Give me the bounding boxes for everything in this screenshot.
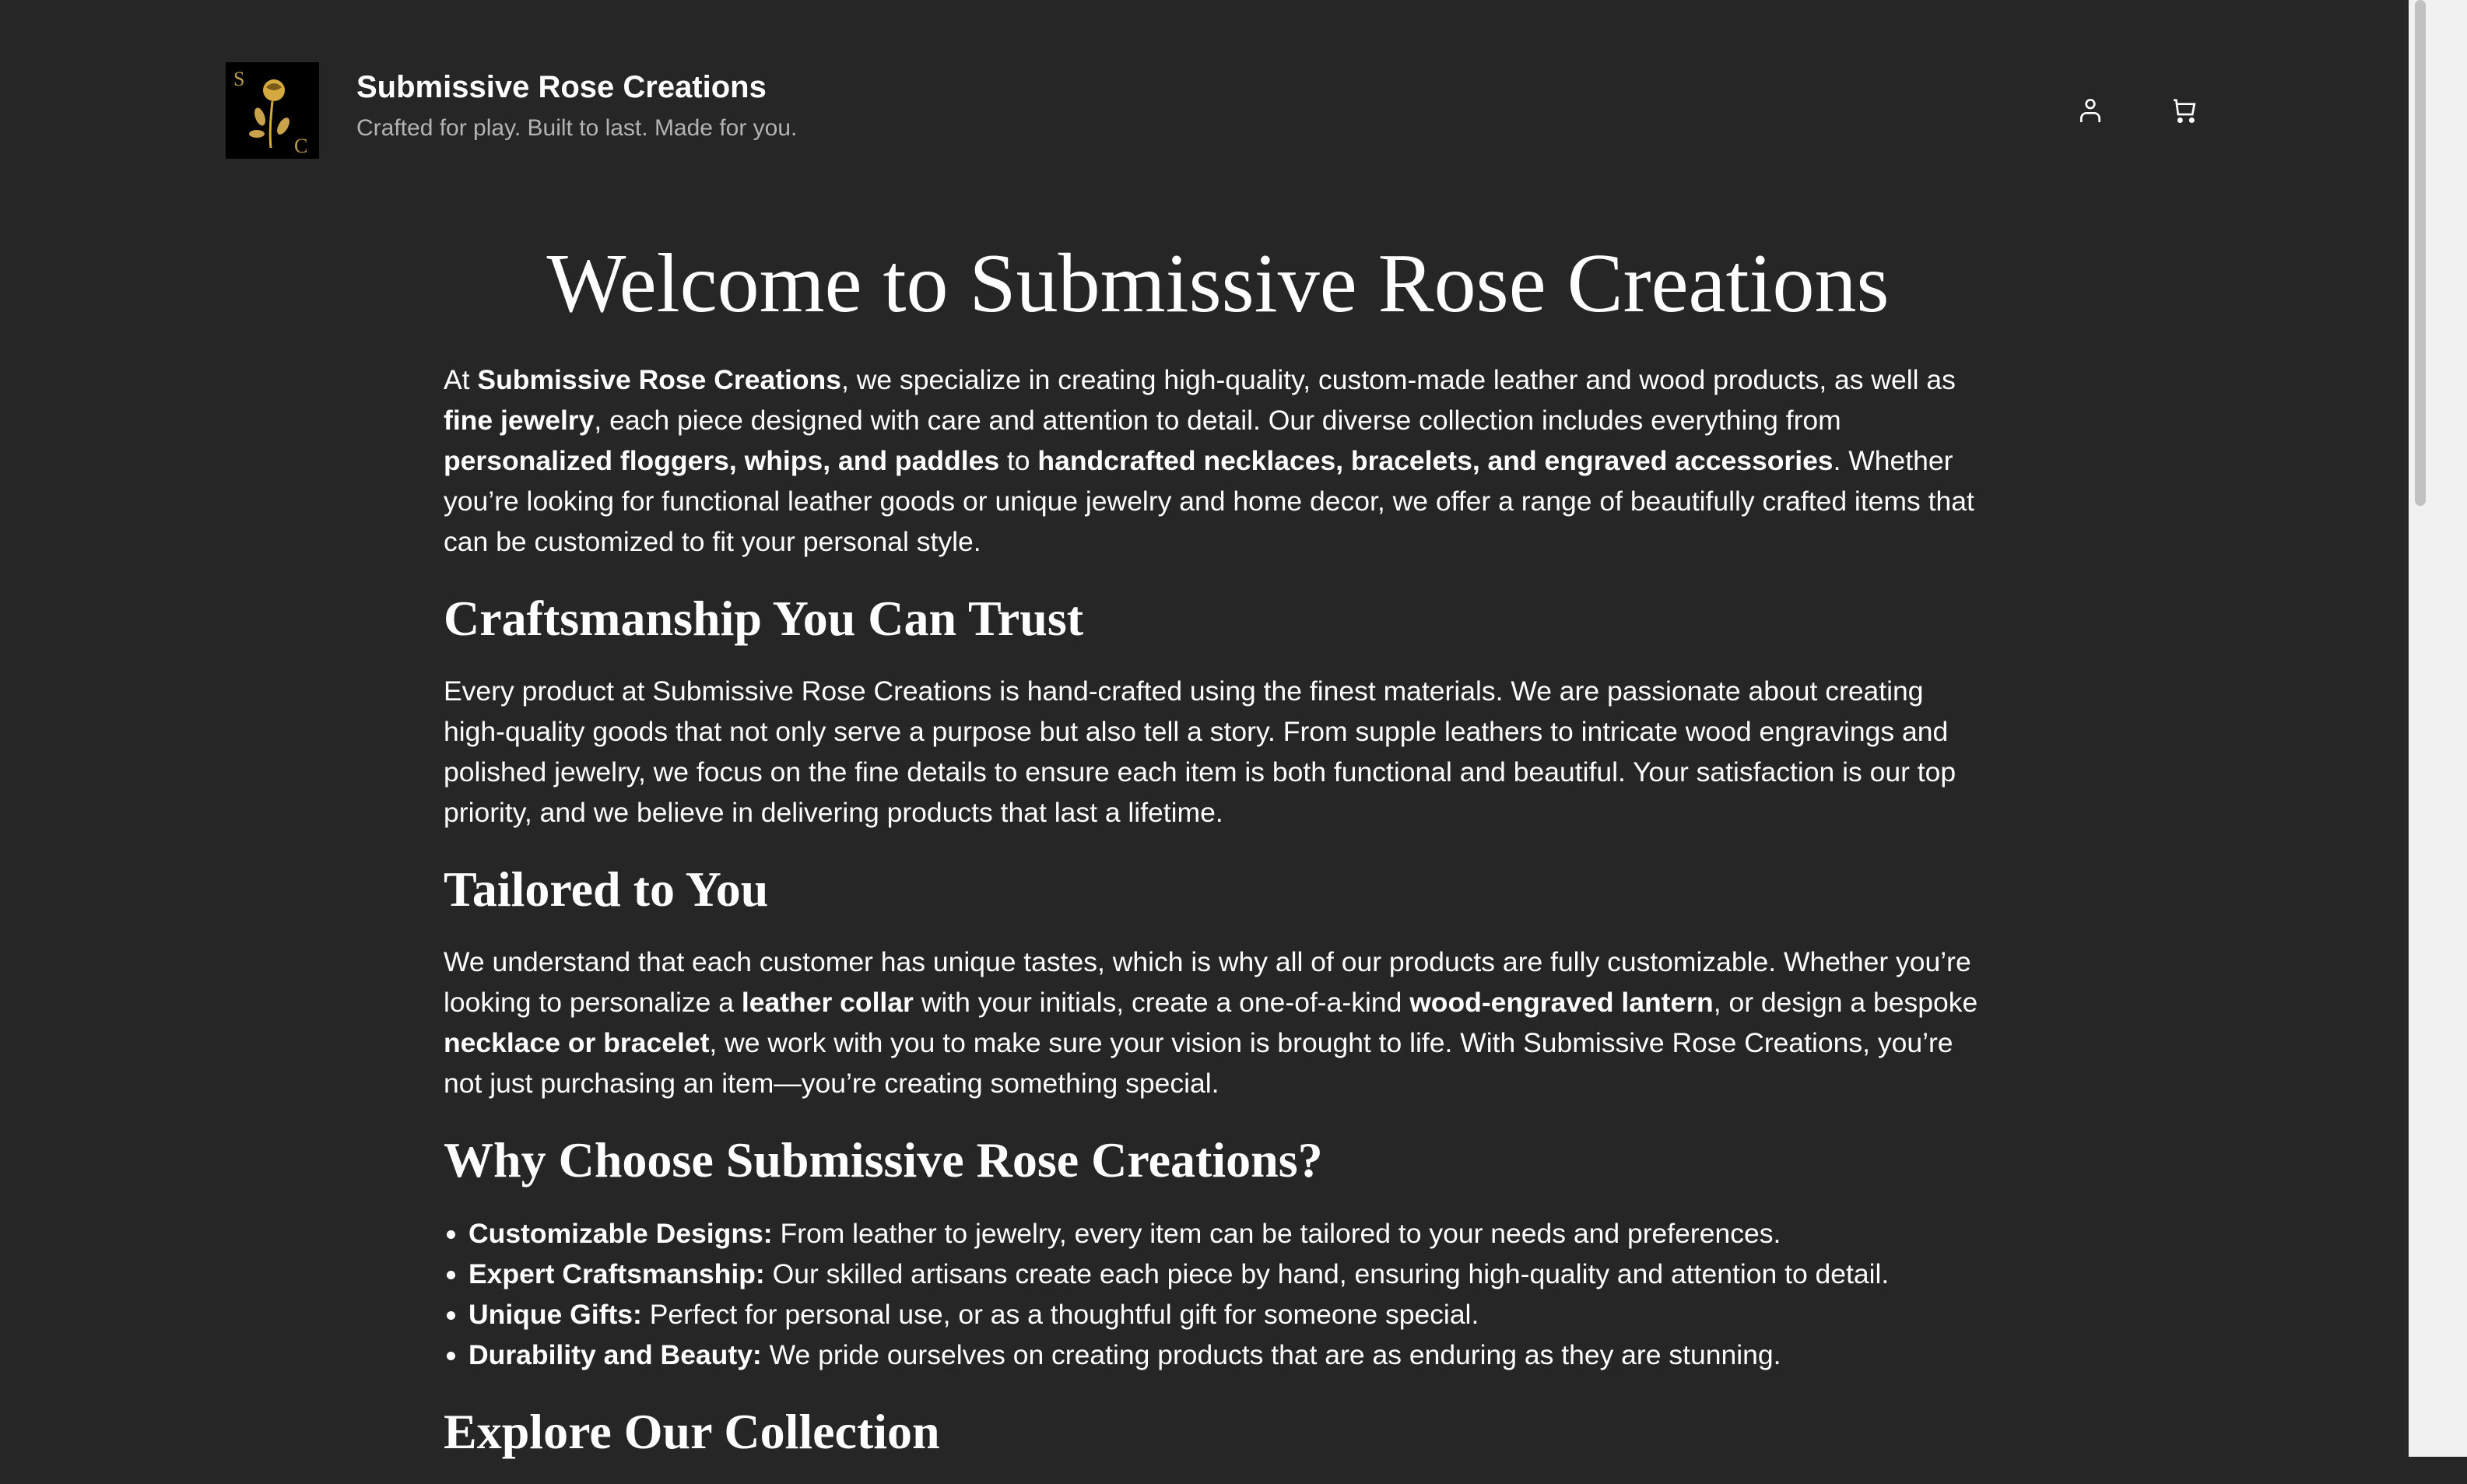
text: , each piece designed with care and attention to detail. Our diverse collection includes everything from xyxy=(594,404,1841,436)
site-title[interactable]: Submissive Rose Creations xyxy=(356,70,767,104)
item-text: Perfect for personal use, or as a thoughtful gift for someone special. xyxy=(641,1298,1479,1330)
bold-text: handcrafted necklaces, bracelets, and engraved accessories xyxy=(1037,444,1834,476)
logo[interactable] xyxy=(226,62,319,159)
text: , we work with you to make sure your vision is brought to life. With Submissive Rose Creations, you’re not just purchasing an item—you’re creating something special. xyxy=(444,1027,1953,1100)
item-text: From leather to jewelry, every item can be tailored to your needs and preferences. xyxy=(772,1217,1781,1249)
text: , or design a bespoke xyxy=(1713,987,1978,1019)
explore-heading: Explore Our Collection xyxy=(444,1403,940,1459)
list-item xyxy=(468,1254,1992,1294)
craftsmanship-heading: Craftsmanship You Can Trust xyxy=(444,590,1084,646)
scrollbar[interactable] xyxy=(2409,0,2467,1457)
craftsmanship-paragraph: Every product at Submissive Rose Creations is hand-crafted using the finest materials. We are passionate about creating high-quality goods that not only serve a purpose but also tell a story. From supple leathers to intricate wood engravings and polished jewelry, we focus on the fine details to ensure each item is both functional and beautiful. Your satisfaction is our top priority, and we believe in delivering products that last a lifetime. xyxy=(444,675,1956,828)
user-icon xyxy=(2075,95,2106,126)
text: We understand that each customer has unique tastes, which is why all of our products are fully customizable. Whether you’re looking to personalize a xyxy=(444,946,1971,1019)
intro-paragraph xyxy=(444,360,1992,562)
bold-text: necklace or bracelet xyxy=(444,1027,710,1059)
text: to xyxy=(999,444,1038,476)
cart-icon xyxy=(2170,95,2201,126)
item-label: Durability and Beauty: xyxy=(468,1338,762,1370)
item-label: Customizable Designs: xyxy=(468,1217,773,1249)
bold-text: fine jewelry xyxy=(444,404,595,436)
bold-text: wood-engraved lantern xyxy=(1409,987,1714,1019)
why-choose-heading: Why Choose Submissive Rose Creations? xyxy=(444,1132,1323,1188)
item-text: We pride ourselves on creating products that are as enduring as they are stunning. xyxy=(761,1338,1781,1370)
text: At xyxy=(444,363,478,395)
text: . Whether you’re looking for functional leather goods or unique jewelry and home decor, we offer a range of beautifully crafted items that can be customized to fit your personal style. xyxy=(444,444,1974,557)
list-item xyxy=(468,1294,1992,1335)
item-text: Our skilled artisans create each piece by hand, ensuring high-quality and attention to detail. xyxy=(764,1258,1890,1289)
site-header xyxy=(0,0,2409,187)
account-button[interactable] xyxy=(2070,90,2111,131)
tailored-heading: Tailored to You xyxy=(444,861,769,917)
text: , we specialize in creating high-quality, custom-made leather and wood products, as well as xyxy=(841,363,1956,395)
item-label: Unique Gifts: xyxy=(468,1298,642,1330)
scrollbar-thumb[interactable] xyxy=(2415,0,2426,506)
site-tagline: Crafted for play. Built to last. Made for you. xyxy=(356,115,798,141)
page-title: Welcome to Submissive Rose Creations xyxy=(546,237,1890,330)
list-item xyxy=(468,1335,1992,1375)
main-content xyxy=(444,233,1992,1484)
tailored-paragraph xyxy=(444,942,1992,1103)
svg-text:C: C xyxy=(294,135,308,157)
rose-logo-icon xyxy=(226,62,319,159)
svg-text:S: S xyxy=(233,68,245,90)
cart-button[interactable] xyxy=(2165,90,2206,131)
bold-text: Submissive Rose Creations xyxy=(477,363,841,395)
text: with your initials, create a one-of-a-kind xyxy=(913,987,1410,1019)
bold-text: personalized floggers, whips, and paddles xyxy=(444,444,1000,476)
item-label: Expert Craftsmanship: xyxy=(468,1258,765,1289)
why-choose-list xyxy=(444,1213,1992,1375)
bold-text: leather collar xyxy=(741,987,914,1019)
list-item xyxy=(468,1213,1992,1254)
